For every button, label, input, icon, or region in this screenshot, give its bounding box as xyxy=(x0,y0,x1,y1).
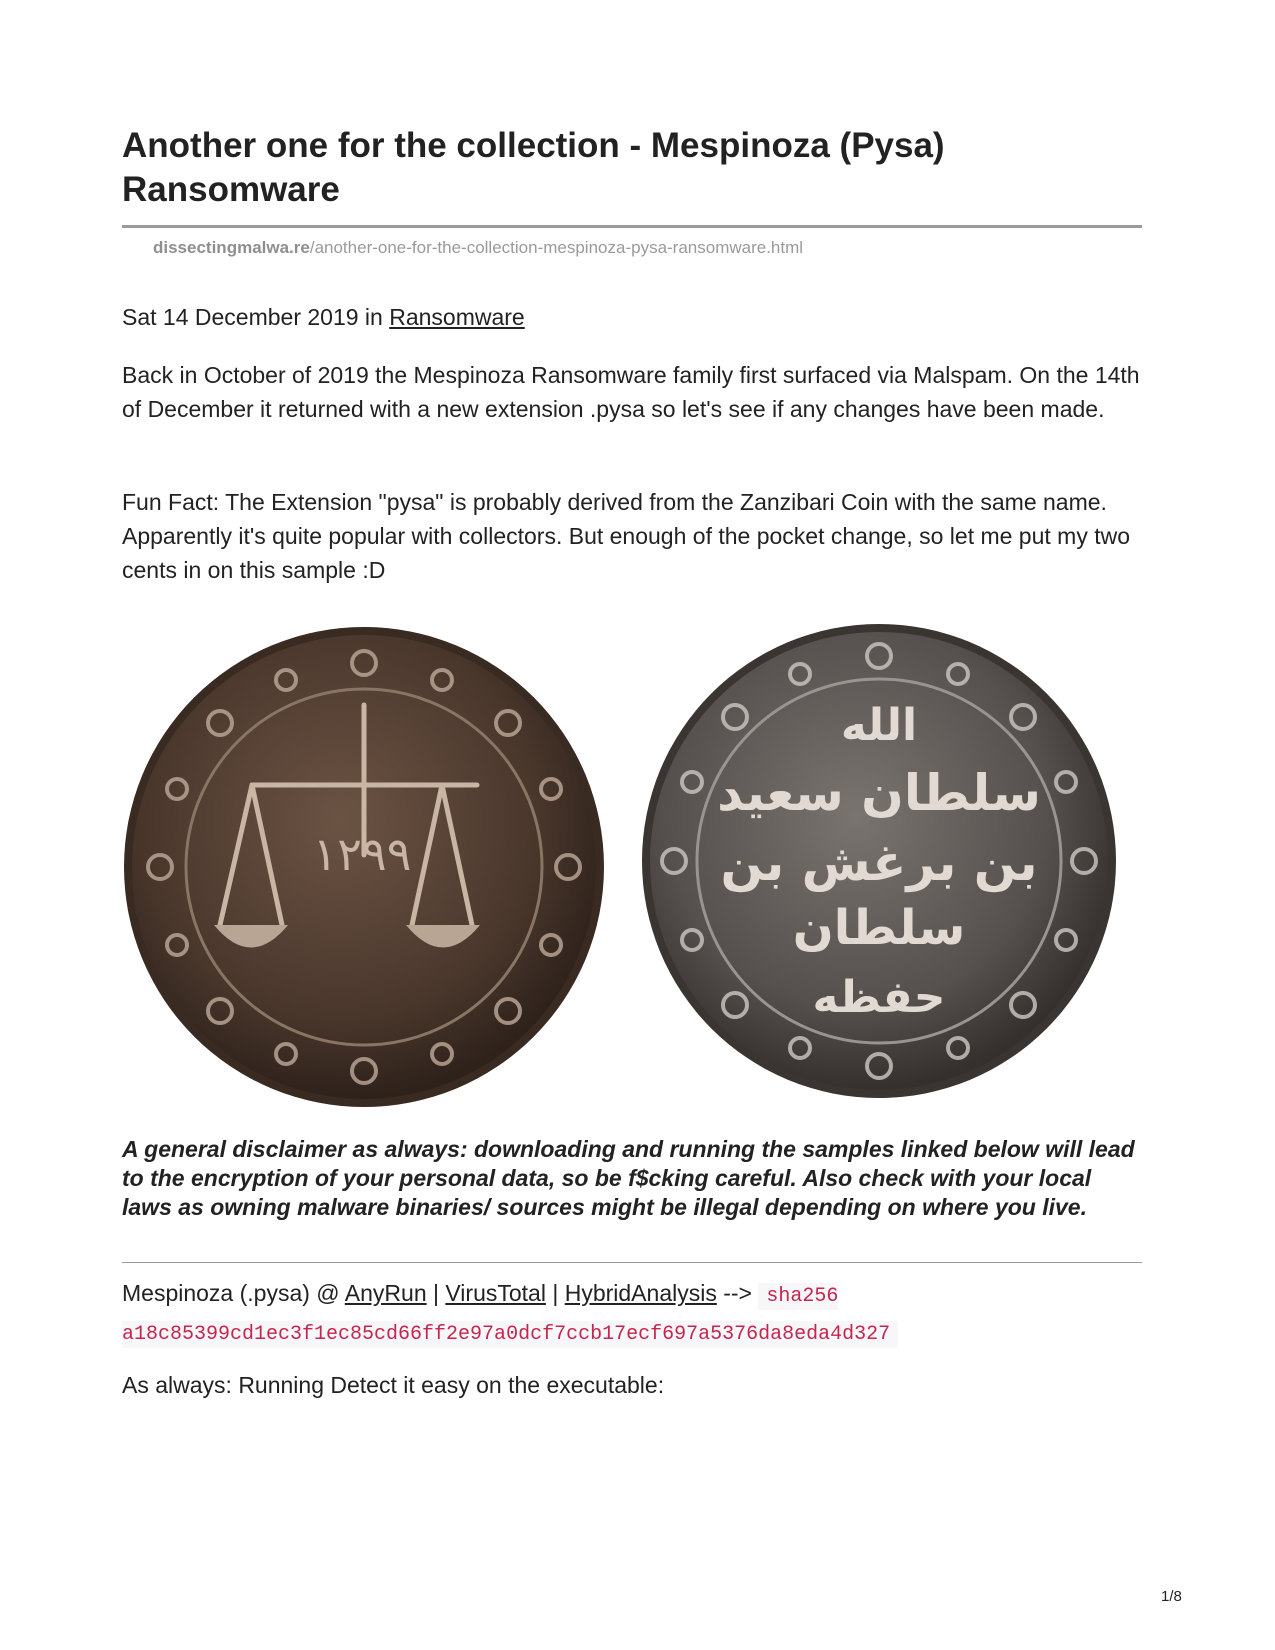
sample-label: Mespinoza (.pysa) @ xyxy=(122,1280,345,1306)
virustotal-link[interactable]: VirusTotal xyxy=(445,1280,546,1306)
page-title: Another one for the collection - Mespinoza (Pysa) Ransomware xyxy=(122,126,945,209)
coin-reverse-image xyxy=(640,622,1118,1100)
title-divider xyxy=(122,225,1142,228)
fun-fact-paragraph: Fun Fact: The Extension "pysa" is probably derived from the Zanzibari Coin with the same name. Apparently it's quite popular with collectors. But enough of the pocket change, so let me put my two cents in on this sample :D xyxy=(122,489,1131,583)
coin-inscription-line-3: بن برغش بن xyxy=(720,834,1038,892)
link-separator: | xyxy=(426,1280,446,1306)
source-domain: dissectingmalwa.re xyxy=(153,238,310,257)
die-paragraph: As always: Running Detect it easy on the executable: xyxy=(122,1372,665,1398)
disclaimer-text: A general disclaimer as always: downloading and running the samples linked below will lead to the encryption of your personal data, so be f$cking careful. Also check with your local laws as owning malware binaries/ sources might be illegal depending on where you live. xyxy=(122,1136,1135,1220)
intro-paragraph: Back in October of 2019 the Mespinoza Ransomware family first surfaced via Malspam. On the 14th of December it returned with a new extension .pysa so let's see if any changes have been made. xyxy=(122,362,1140,422)
coin-inscription-line-2: سلطان سعيد xyxy=(717,764,1041,822)
page-number: 1/8 xyxy=(1161,1588,1182,1605)
coin-obverse-image xyxy=(122,625,607,1110)
coin-inscription-line-5: حفظه xyxy=(812,972,946,1023)
coin-year: ١٢٩٩ xyxy=(312,827,412,881)
coin-inscription-line-4: سلطان xyxy=(792,900,966,956)
sample-links-line xyxy=(122,1276,1142,1352)
sha256-hash: sha256 a18c85399cd1ec3f1ec85cd66ff2e97a0dcf7ccb17ecf697a5376da8eda4d327 xyxy=(122,1283,898,1348)
source-url[interactable] xyxy=(153,238,803,258)
source-path: /another-one-for-the-collection-mespinoza-pysa-ransomware.html xyxy=(309,238,804,257)
post-date: Sat 14 December 2019 in xyxy=(122,304,390,330)
post-meta xyxy=(122,302,525,332)
category-link[interactable]: Ransomware xyxy=(389,304,525,330)
section-divider xyxy=(122,1262,1142,1263)
anyrun-link[interactable]: AnyRun xyxy=(344,1280,427,1306)
arrow-text: --> xyxy=(716,1280,759,1306)
hybridanalysis-link[interactable]: HybridAnalysis xyxy=(564,1280,717,1306)
link-separator: | xyxy=(545,1280,565,1306)
coin-inscription-line-1: الله xyxy=(840,700,918,751)
